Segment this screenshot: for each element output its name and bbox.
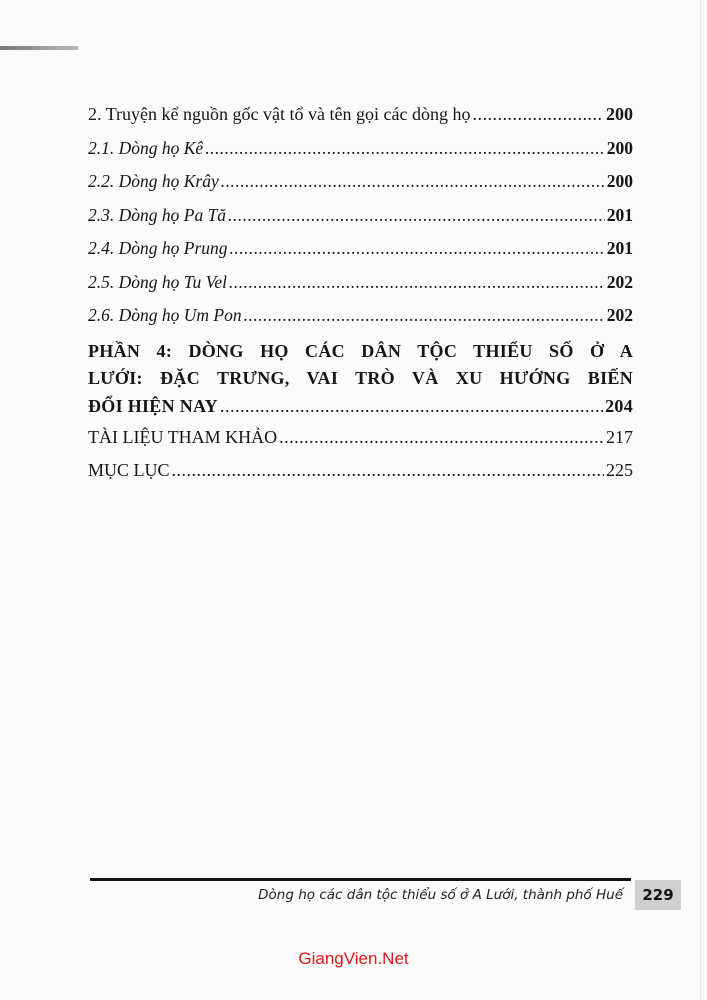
toc-entry[interactable]: [88, 238, 633, 272]
toc-entry-references[interactable]: [88, 427, 633, 461]
toc-entry-title: MỤC LỤC: [88, 460, 170, 480]
toc-entry-page: 200: [606, 104, 633, 124]
toc-entry[interactable]: [88, 272, 633, 306]
toc-entry-title: 2.1. Dòng họ Kê: [88, 137, 204, 158]
part-heading-line: PHẦN 4: DÒNG HỌ CÁC DÂN TỘC THIỂU SỐ Ở A: [88, 340, 633, 361]
toc-entry[interactable]: [88, 138, 633, 172]
dot-leader: [205, 138, 605, 159]
toc-entry-page: 225: [606, 460, 633, 480]
toc-entry-page: 200: [606, 137, 633, 158]
part-heading-line: LƯỚI: ĐẶC TRƯNG, VAI TRÒ VÀ XU HƯỚNG BIẾN: [88, 368, 633, 388]
toc-entry-title: 2.3. Dòng họ Pa Tă: [88, 204, 227, 225]
toc-entry-title: TÀI LIỆU THAM KHẢO: [88, 426, 278, 447]
dot-leader: [229, 272, 605, 293]
dot-leader: [279, 427, 604, 448]
toc-entry[interactable]: [88, 171, 633, 205]
toc-entry-contents[interactable]: [88, 460, 633, 494]
toc-entry-title: 2.5. Dòng họ Tu Vel: [88, 271, 228, 292]
toc-entry-page: 202: [606, 305, 633, 325]
toc-entry[interactable]: [88, 104, 633, 138]
dot-leader: [472, 104, 604, 125]
part-heading-last-line: [88, 396, 633, 427]
toc-entry-page: 217: [606, 426, 633, 447]
running-footer-title: Dòng họ các dân tộc thiểu số ở A Lưới, thành phố Huế: [258, 887, 623, 903]
toc-entry[interactable]: [88, 205, 633, 239]
dot-leader: [172, 460, 604, 481]
toc-part-heading[interactable]: [88, 341, 633, 427]
toc-entry-page: 202: [606, 271, 633, 292]
watermark-link[interactable]: GiangVien.Net: [298, 949, 409, 968]
toc-entry-page: 201: [606, 238, 633, 258]
dot-leader: [244, 305, 605, 326]
dot-leader: [228, 205, 605, 226]
toc-entry[interactable]: [88, 305, 633, 339]
toc-entry-title: 2. Truyện kể nguồn gốc vật tổ và tên gọi các dòng họ: [88, 104, 471, 124]
page-number: 229: [635, 880, 681, 910]
table-of-contents: [88, 104, 633, 494]
dot-leader: [220, 396, 603, 417]
toc-entry-title: 2.6. Dòng họ Um Pon: [88, 305, 242, 325]
dot-leader: [230, 238, 605, 259]
page-edge: [700, 0, 701, 1000]
toc-entry-page: 200: [606, 171, 633, 191]
footer-rule: [90, 878, 631, 881]
toc-entry-title: 2.2. Dòng họ Krây: [88, 171, 219, 191]
dot-leader: [221, 171, 605, 192]
toc-entry-title: 2.4. Dòng họ Prung: [88, 238, 228, 258]
part-heading-line: ĐỔI HIỆN NAY: [88, 395, 218, 416]
scan-artifact: [0, 46, 78, 50]
toc-entry-page: 204: [605, 395, 633, 416]
toc-entry-page: 201: [606, 204, 633, 225]
